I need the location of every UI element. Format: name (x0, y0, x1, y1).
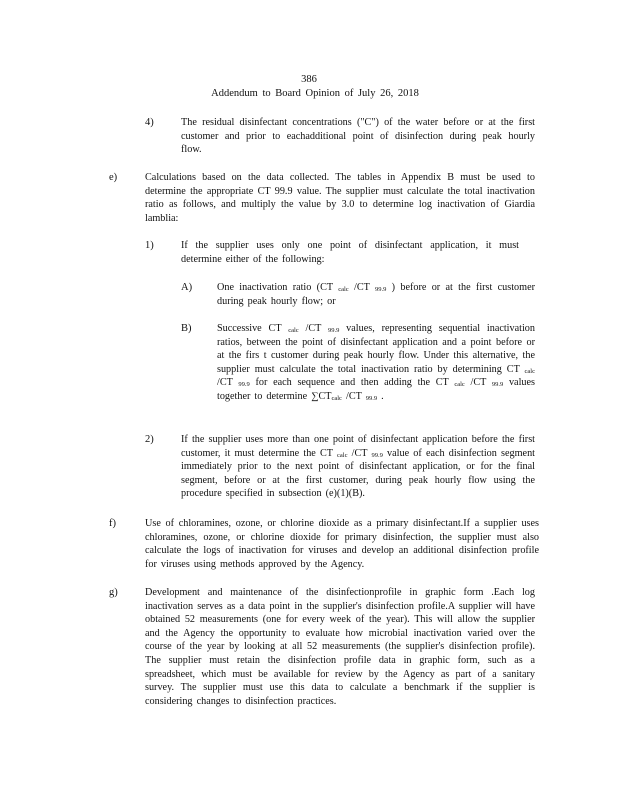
section-e-1-a-text: One inactivation ratio (CT $_{calc}$ /CT $_{99.9}$ ) before or at the first customer during peak hourly flow; or (217, 282, 535, 307)
page-number: 386 (301, 74, 317, 85)
section-g-text: Development and maintenance of the disinfectionprofile in graphic form .Each log inactivation serves as a data point in the supplier's disinfection profile.A supplier will have obtained 52 measurements (one for every week of the year). This will allow the supplier and the Agency the opportunity to evaluate how microbial inactivation varied over the course of the year by looking at all 52 measurements (the supplier's disinfection profile). The supplier must retain the disinfection profile data in graphic form, such as a spreadsheet, which must be available for review by the Agency as part of a sanitary survey. The supplier must use this data to calculate a benchmark if the supplier is considering changes to disinfection practices. (145, 587, 535, 707)
section-e-1-a-label: A) (181, 282, 193, 293)
section-g-label: g) (109, 587, 118, 598)
page-header-title: Addendum to Board Opinion of July 26, 2018 (211, 88, 419, 99)
section-e-2-label: 2) (145, 434, 154, 445)
item-4-text: The residual disinfectant concentrations ("C") of the water before or at the first customer and prior to eachadditional point of disinfection during peak hourly flow. (181, 117, 535, 156)
section-e-1-label: 1) (145, 240, 154, 251)
section-e-text: Calculations based on the data collected. The tables in Appendix B must be used to determine the appropriate CT 99.9 value. The supplier must calculate the total inactivation ratio as follows, and multiply the value by 3.0 to determine log inactivation of Giardia lamblia: (145, 172, 535, 224)
item-4-label: 4) (145, 117, 154, 128)
section-f-label: f) (109, 518, 116, 529)
section-e-1-b-text: Successive CT $_{calc}$ /CT $_{99.9}$ values, representing sequential inactivation ratios, between the point of disinfectant application and a point before or at the firs t customer during peak hourly flow. Under this alternative, the supplier must calculate the total inactivation ratio by determining CT $_{calc}$ /CT $_{99.9}$ for each sequence and then adding the CT $_{calc}$ /CT $_{99.9}$ values together to determine $\sum CT_{calc}$ /CT $_{99.9}$ . (217, 323, 535, 402)
section-f-text: Use of chloramines, ozone, or chlorine dioxide as a primary disinfectant.If a supplier uses chloramines, ozone, or chlorine dioxide for primary disinfection, the supplier must also calculate the logs of inactivation for viruses and develop an additional disinfection profile for viruses using methods approved by the Agency. (145, 518, 539, 570)
section-e-1-b-label: B) (181, 323, 192, 334)
section-e-label: e) (109, 172, 118, 183)
section-e-2-text: If the supplier uses more than one point of disinfectant application before the first customer, it must determine the CT $_{calc}$ /CT $_{99.9}$ value of each disinfection segment immediately prior to the next point of disinfectant application, or for the final segment, before or at the first customer, during peak hourly flow using the procedure specified in subsection (e)(1)(B). (181, 434, 535, 500)
section-e-1-text: If the supplier uses only one point of disinfectant application, it must determine either of the following: (181, 240, 519, 265)
